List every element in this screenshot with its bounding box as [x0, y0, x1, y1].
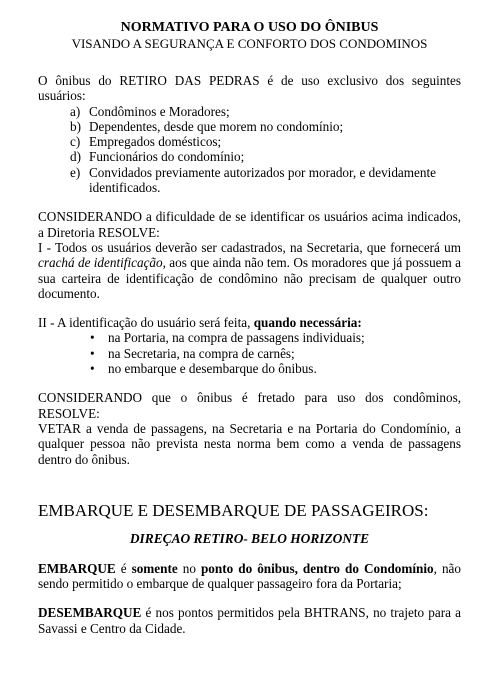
bullet-icon: • [90, 345, 95, 361]
resolution-item-2 [38, 315, 461, 330]
document-subtitle: VISANDO A SEGURANÇA E CONFORTO DOS CONDOMINOS [71, 36, 428, 51]
list-item-text: Dependentes, desde que morem no condomínio; [89, 118, 344, 134]
list-marker: e) [70, 164, 81, 180]
resolution-item-2-emphasis: quando necessária: [253, 315, 362, 331]
list-item [70, 104, 461, 119]
list-item [90, 361, 461, 376]
list-item [70, 134, 461, 149]
embarque-emphasis-1: somente [131, 560, 178, 576]
identification-list [90, 330, 461, 376]
badge-term: crachá de identificação [38, 255, 163, 271]
embarque-text-2: no [177, 560, 201, 576]
list-item [70, 119, 461, 134]
document-title: NORMATIVO PARA O USO DO ÔNIBUS [120, 20, 379, 35]
list-item [70, 165, 461, 196]
embarque-emphasis-2: ponto do ônibus, dentro do Condomínio [200, 560, 434, 576]
embarque-text: é [115, 560, 132, 576]
bullet-icon: • [90, 361, 95, 377]
list-item-text: Funcionários do condomínio; [89, 149, 245, 165]
resolution-item-2-text: II - A identificação do usuário será feita, [38, 315, 254, 331]
resolution-item-1-continuation: , aos que ainda não tem. Os moradores que já possuem a sua carteira de identificação de condômino não precisam de qualquer outro documento. [38, 255, 461, 301]
vetar-paragraph: VETAR a venda de passagens, na Secretaria e na Portaria do Condomínio, a qualquer pessoa não prevista nesta norma bem como a venda de passagens dentro do ônibus. [38, 420, 461, 467]
considerando-paragraph-1: CONSIDERANDO a dificuldade de se identificar os usuários acima indicados, a Diretoria RESOLVE: [38, 209, 461, 240]
embarque-text-3: , não sendo permitido o embarque de qualquer passageiro fora da Portaria; [38, 560, 461, 592]
desembarque-text: é nos pontos permitidos pela BHTRANS, no trajeto para a Savassi e Centro da Cidade. [38, 605, 461, 636]
list-marker: a) [70, 103, 81, 119]
intro-paragraph: O ônibus do RETIRO DAS PEDRAS é de uso exclusivo dos seguintes usuários: [38, 73, 461, 104]
list-item-text: Condôminos e Moradores; [89, 103, 230, 119]
resolution-item-1-text: I - Todos os usuários deverão ser cadastrados, na Secretaria, que fornecerá um [38, 239, 461, 255]
desembarque-label: DESEMBARQUE [38, 605, 142, 621]
considerando-paragraph-2: CONSIDERANDO que o ônibus é fretado para uso dos condôminos, RESOLVE: [38, 390, 461, 421]
list-marker: b) [70, 118, 81, 134]
list-item-text: na Portaria, na compra de passagens individuais; [108, 330, 365, 346]
list-item [90, 330, 461, 345]
direction-heading: DIREÇAO RETIRO- BELO HORIZONTE [129, 530, 370, 546]
list-item [90, 346, 461, 361]
list-item-text: Convidados previamente autorizados por morador, e devidamente identificados. [89, 164, 436, 196]
list-item-text: na Secretaria, na compra de carnês; [108, 345, 295, 361]
list-marker: c) [70, 134, 81, 150]
desembarque-paragraph [38, 605, 461, 636]
bullet-icon: • [90, 330, 95, 346]
embarque-paragraph [38, 561, 461, 592]
list-item-text: Empregados domésticos; [89, 134, 222, 150]
list-item [70, 149, 461, 164]
list-item-text: no embarque e desembarque do ônibus. [108, 361, 317, 377]
user-list [70, 104, 461, 196]
section-heading: EMBARQUE E DESEMBARQUE DE PASSAGEIROS: [38, 500, 429, 520]
list-marker: d) [70, 149, 81, 165]
resolution-item-1 [38, 240, 461, 301]
embarque-label: EMBARQUE [38, 560, 116, 576]
